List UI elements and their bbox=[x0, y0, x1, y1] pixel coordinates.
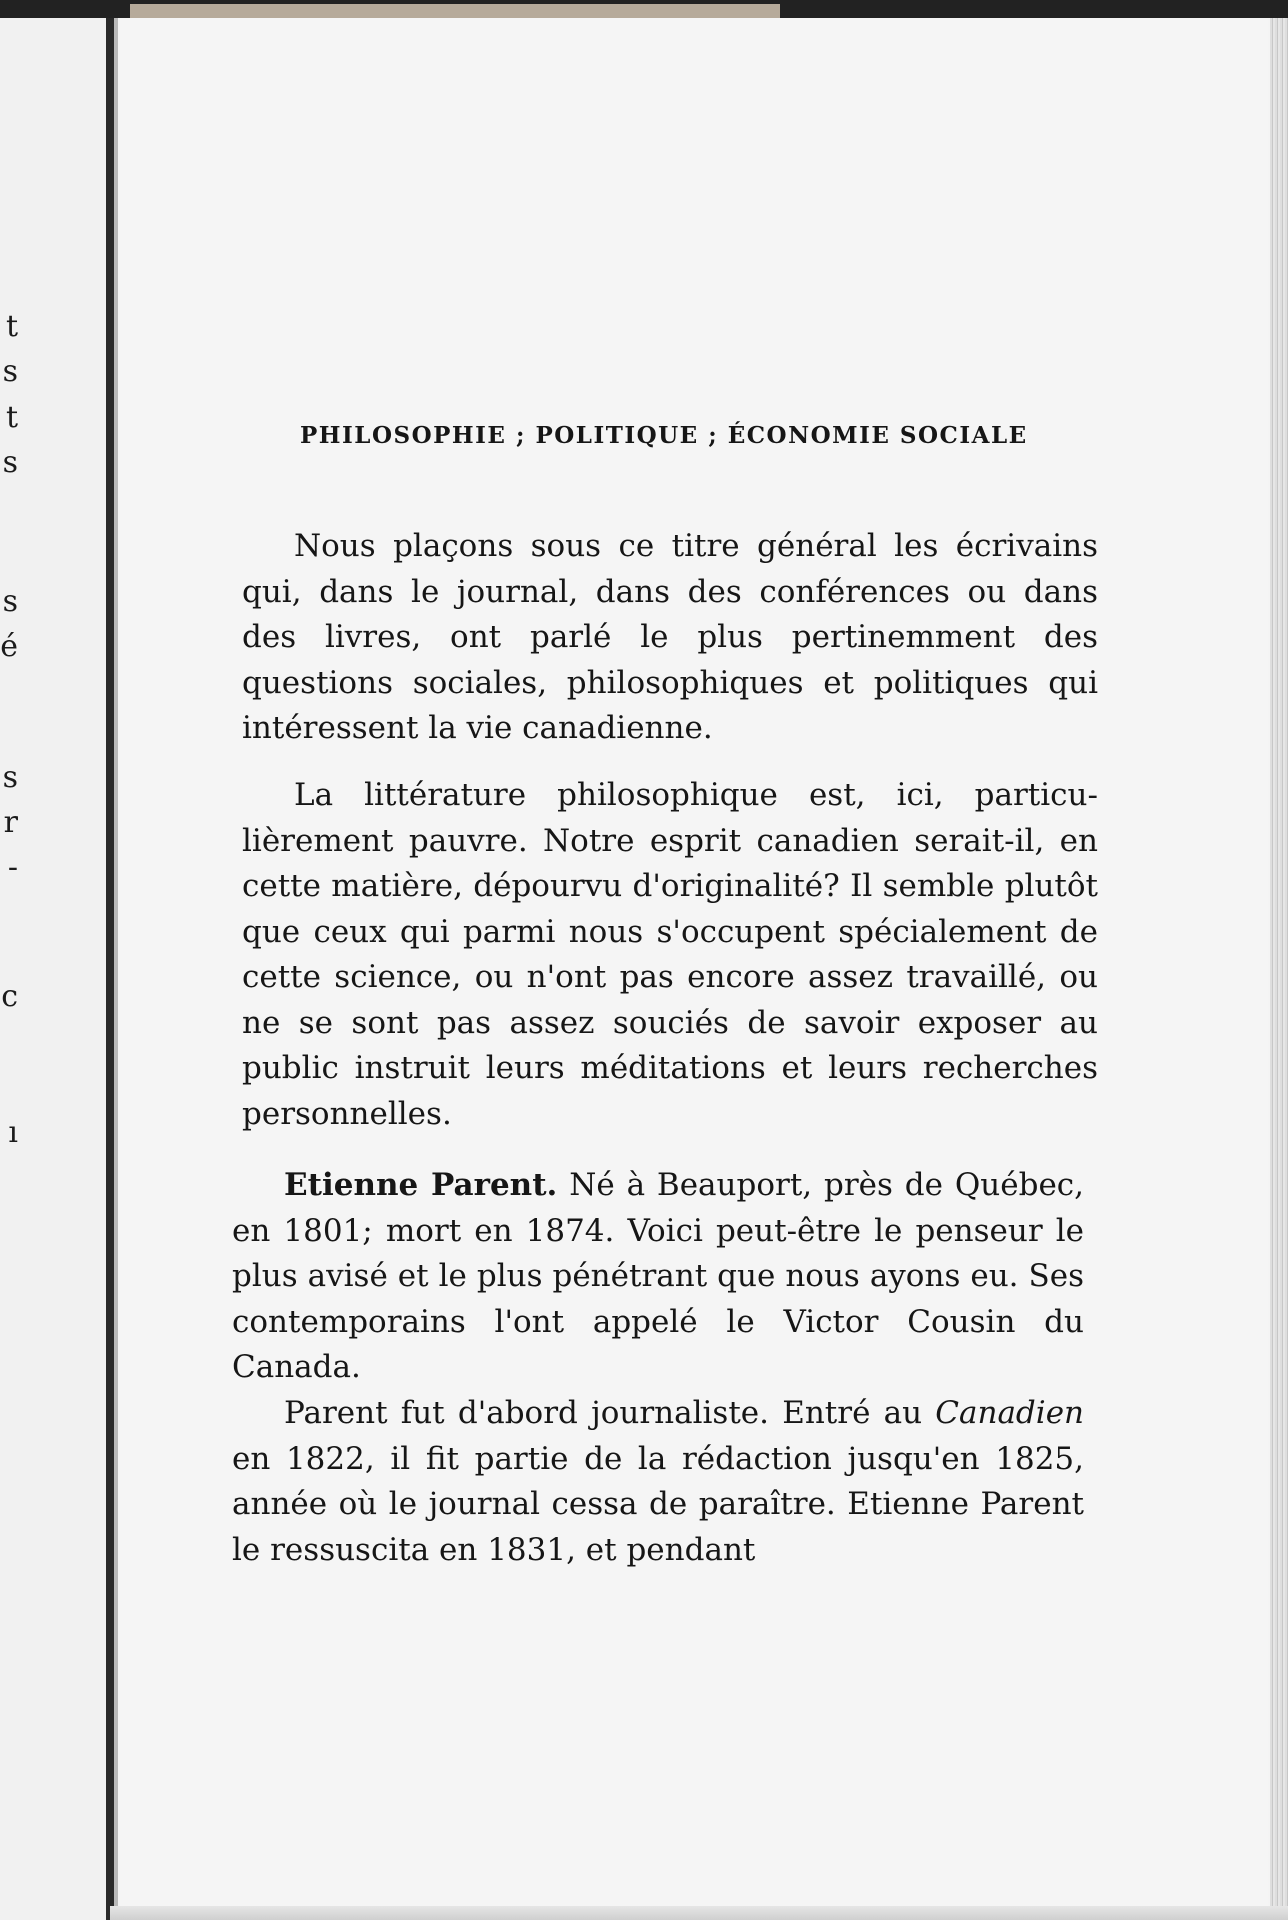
left-page-glyph: ı bbox=[8, 1115, 18, 1150]
page-stack-edge bbox=[1270, 18, 1288, 1920]
left-page-glyph: s bbox=[2, 354, 18, 389]
entry-name: Etienne Parent. bbox=[284, 1167, 558, 1203]
scan-top-border bbox=[0, 0, 1288, 18]
page-bottom-edge bbox=[110, 1906, 1288, 1920]
left-page-edge bbox=[0, 18, 110, 1920]
left-page-glyph: t bbox=[5, 309, 18, 344]
career-rest: en 1822, il fit partie de la rédaction jusqu'en 1825, année où le journal cessa de paraître. Etienne Parent le ressuscita en 1831, et pendant bbox=[232, 1440, 1084, 1568]
left-page-glyph: c bbox=[1, 979, 18, 1014]
binding-gutter-shadow bbox=[114, 18, 118, 1920]
career-paragraph bbox=[232, 1391, 1084, 1573]
left-page-glyph: r bbox=[3, 805, 18, 840]
entry-bio: Né à Beauport, près de Québec, en 1801; mort en 1874. Voici peut-être le penseur le plus avisé et le plus pénétrant que nous ayons eu. Ses contemporains l'ont appelé le Victor Cousin du Canada. bbox=[232, 1167, 1085, 1385]
left-page-glyph: - bbox=[7, 850, 18, 885]
binding-gutter bbox=[106, 18, 114, 1920]
left-page-glyph: s bbox=[2, 760, 18, 795]
journal-title: Canadien bbox=[935, 1395, 1084, 1431]
entry-paragraph bbox=[232, 1163, 1084, 1391]
left-page-glyph: s bbox=[2, 445, 18, 480]
intro-paragraph: Nous plaçons sous ce titre général les écrivains qui, dans le journal, dans des conférences ou dans des livres, ont parlé le plus pertinemment des questions sociales, philosophiques et politiques qui intéressent la vie canadienne. bbox=[242, 528, 1098, 746]
career-lead: Parent fut d'abord journaliste. Entré au bbox=[284, 1395, 936, 1431]
section-heading: PHILOSOPHIE ; POLITIQUE ; ÉCONOMIE SOCIALE bbox=[300, 422, 1028, 449]
left-page-glyph: s bbox=[2, 584, 18, 619]
left-page-glyph: é bbox=[0, 629, 18, 664]
book-cover-edge bbox=[130, 4, 780, 18]
left-page-glyph: t bbox=[5, 400, 18, 435]
literature-paragraph: La littérature philosophique est, ici, particulièrement pauvre. Notre esprit canadien serait-il, en cette matière, dépourvu d'originalité? Il semble plutôt que ceux qui parmi nous s'occupent spécialement de cette science, ou n'ont pas encore assez travaillé, ou ne se sont pas assez souciés de savoir exposer au public instruit leurs méditations et leurs recherches personnelles. bbox=[242, 777, 1098, 1132]
